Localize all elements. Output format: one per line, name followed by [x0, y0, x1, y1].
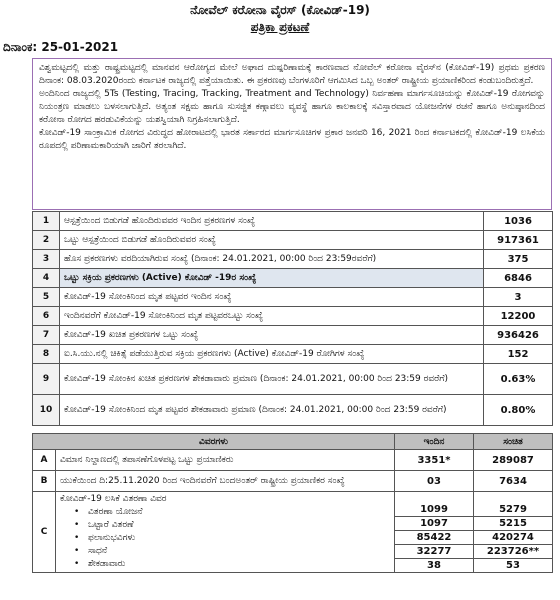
row-description: ಕೋವಿಡ್-19 ಸೋಂಕಿನ ಖಚಿತ ಪ್ರಕರಣಗಳ ಶೇಕಡಾವಾರು ಪ್ರಮಾಣ (ದಿನಾಂಕ: 24.01.2021, 00:00 ರಿಂದ 23:59 ರವರೆಗೆ) — [60, 364, 484, 395]
table-row — [33, 450, 553, 471]
vaccine-cumulative-value: 223726** — [474, 545, 552, 559]
row-value: 3 — [484, 288, 553, 307]
vaccine-cumulative-value: 420274 — [474, 531, 552, 545]
vaccine-details-cell — [56, 492, 395, 573]
row-description: ಇಂದಿನವರೆಗೆ ಕೋವಿಡ್-19 ಸೋಂಕಿನಿಂದ ಮೃತ ಪಟ್ಟವರಒಟ್ಟು ಸಂಖ್ಯೆ — [60, 307, 484, 326]
table-row — [33, 269, 553, 288]
vaccine-item-label: • ವಿತರಣಾ ಯೋಜನೆ — [60, 506, 390, 519]
header-details: ವಿವರಗಳು — [33, 434, 395, 450]
stats-table — [32, 211, 553, 426]
row-value: 936426 — [484, 326, 553, 345]
row-today-value: 03 — [395, 471, 474, 492]
row-number: 8 — [33, 345, 60, 364]
row-letter: A — [33, 450, 56, 471]
row-description: ಕೋವಿಡ್-19 ಸೋಂಕಿನಿಂದ ಮೃತ ಪಟ್ಟವರ ಶೇಕಡಾವಾರು ಪ್ರಮಾಣ (ದಿನಾಂಕ: 24.01.2021, 00:00 ರಿಂದ 23:59 ರವರೆಗೆ) — [60, 395, 484, 426]
vaccine-cumulative-value: 53 — [506, 560, 520, 571]
vaccine-today-value: 32277 — [395, 545, 473, 559]
subtitle-text: ಪತ್ರಿಕಾ ಪ್ರಕಟಣೆ — [250, 20, 310, 34]
row-letter: C — [33, 492, 56, 573]
table-row — [33, 364, 553, 395]
vaccine-item-label: • ಫಲಾನುಭವಿಗಳು — [60, 532, 390, 545]
row-number: 5 — [33, 288, 60, 307]
vaccine-today-column — [395, 492, 474, 573]
intro-box — [32, 58, 552, 210]
vaccine-cumulative-column — [474, 492, 553, 573]
vaccine-today-value: 38 — [427, 560, 441, 571]
row-letter: B — [33, 471, 56, 492]
row-number: 3 — [33, 250, 60, 269]
row-today-value: 3351* — [395, 450, 474, 471]
vaccine-item-label: • ಒಟ್ಟಾರೆ ವಿತರಣೆ — [60, 519, 390, 532]
table-row — [33, 471, 553, 492]
header-today: ಇಂದಿನ — [395, 434, 474, 450]
row-number: 4 — [33, 269, 60, 288]
table-row — [33, 307, 553, 326]
table-row — [33, 288, 553, 307]
row-description: ವಿಮಾನ ನಿಲ್ದಾಣದಲ್ಲಿ ತಪಾಸಣೆಗೊಳಪಟ್ಟ ಒಟ್ಟು ಪ್ರಯಾಣಿಕರು — [56, 450, 395, 471]
row-value: 375 — [484, 250, 553, 269]
vaccine-item-label: • ಸಾಧನೆ — [60, 545, 390, 558]
vaccine-item-label: • ಶೇಕಡಾವಾರು — [60, 558, 390, 571]
row-number: 2 — [33, 231, 60, 250]
table-row — [33, 395, 553, 426]
table-header-row — [33, 434, 553, 450]
row-description: ಒಟ್ಟು ಸಕ್ರಿಯ ಪ್ರಕರಣಗಳು (Active) ಕೋವಿಡ್ -19ರ ಸಂಖ್ಯೆ — [60, 269, 484, 288]
row-description: ಆಸ್ಪತ್ರೆಯಿಂದ ಬಿಡುಗಡೆ ಹೊಂದಿರುವವರ ಇಂದಿನ ಪ್ರಕರಣಗಳ ಸಂಖ್ಯೆ — [60, 212, 484, 231]
vaccine-today-value: 1097 — [395, 517, 473, 531]
travel-vaccine-table — [32, 433, 553, 573]
vaccine-cumulative-value: 5279 — [474, 503, 552, 517]
vaccine-today-value: 85422 — [395, 531, 473, 545]
vaccine-today-value: 1099 — [395, 503, 473, 517]
row-value: 6846 — [484, 269, 553, 288]
row-description: ಒಟ್ಟು ಆಸ್ಪತ್ರೆಯಿಂದ ಬಿಡುಗಡೆ ಹೊಂದಿರುವವರ ಸಂಖ್ಯೆ — [60, 231, 484, 250]
table-row — [33, 326, 553, 345]
table-row — [33, 212, 553, 231]
row-number: 10 — [33, 395, 60, 426]
row-number: 9 — [33, 364, 60, 395]
table-row — [33, 345, 553, 364]
document-title: ನೋವೆಲ್ ಕರೋನಾ ವೈರಸ್ (ಕೋವಿಡ್-19) — [190, 3, 370, 17]
row-cumulative-value: 7634 — [474, 471, 553, 492]
row-cumulative-value: 289087 — [474, 450, 553, 471]
table-row — [33, 250, 553, 269]
document-subtitle — [0, 20, 560, 35]
row-description: ಹೊಸ ಪ್ರಕರಣಗಳು ವರದಿಯಾಗಿರುವ ಸಂಖ್ಯೆ (ದಿನಾಂಕ: 24.01.2021, 00:00 ರಿಂದ 23:59ರವರೆಗೆ) — [60, 250, 484, 269]
intro-paragraph-1: ವಿಶ್ವಮಟ್ಟದಲ್ಲಿ ಮತ್ತು ರಾಷ್ಟ್ರಮಟ್ಟದಲ್ಲಿ ಮಾನವನ ಆರೋಗ್ಯದ ಮೇಲೆ ಅಘಾದ ದುಷ್ಪರಿಣಾಮಕ್ಕೆ ಕಾರಣವಾದ ನೋವೆಲ್ ಕರೋನಾ ವೈರಸ್‌ನ (ಕೋವಿಡ್-19) ಪ್ರಥಮ ಪ್ರಕರಣ ದಿನಾಂಕ: 08.03.2020ರಂದು ಕರ್ನಾಟಕ ರಾಜ್ಯದಲ್ಲಿ ಪತ್ತೆಯಾಯಿತು. ಈ ಪ್ರಕರಣವು ಬೆಂಗಳೂರಿಗೆ ಆಗಮಿಸಿದ ಒಬ್ಬ ಅಂತರ್ ರಾಷ್ಟ್ರೀಯ ಪ್ರಯಾಣಿಕರಿಂದ ಕಂಡುಬಂದಿರುತ್ತದೆ. — [39, 63, 545, 86]
row-description: ಕೋವಿಡ್-19 ಸೋಂಕಿನಿಂದ ಮೃತ ಪಟ್ಟವರ ಇಂದಿನ ಸಂಖ್ಯೆ — [60, 288, 484, 307]
row-number: 7 — [33, 326, 60, 345]
row-number: 6 — [33, 307, 60, 326]
intro-paragraph-3: ಕೋವಿಡ್-19 ಸಾಂಕ್ರಾಮಿಕ ರೋಗದ ವಿರುದ್ಧದ ಹೋರಾಟದಲ್ಲಿ ಭಾರತ ಸರ್ಕಾರದ ಮಾರ್ಗಸೂಚಿಗಳ ಪ್ರಕಾರ ಜನವರಿ 16, 2021 ರಿಂದ ಕರ್ನಾಟಕದಲ್ಲಿ ಕೋವಿಡ್-19 ಲಸಿಕೆಯ ರೂಪದಲ್ಲಿ ಪರಿಣಾಮಕಾರಿಯಾಗಿ ಜಾರಿಗೆ ತರಲಾಗಿದೆ. — [39, 128, 545, 151]
table-row — [33, 492, 553, 573]
document-date: ದಿನಾಂಕ: 25-01-2021 — [3, 40, 119, 54]
row-value: 0.63% — [484, 364, 553, 395]
header-cumulative: ಸಂಚಿತ — [474, 434, 553, 450]
row-value: 0.80% — [484, 395, 553, 426]
vaccine-cumulative-value: 5215 — [474, 517, 552, 531]
intro-paragraph-2: ಅಂದಿನಿಂದ ರಾಜ್ಯದಲ್ಲಿ 5Ts (Testing, Tracing, Tracking, Treatment and Technology) ನಿರ್ವಹಣಾ ಮಾರ್ಗಸೂಚಿಯನ್ನು ಕೋವಿಡ್-19 ರೋಗವನ್ನು ನಿಯಂತ್ರಣ ಮಾಡಲು ಬಳಸಲಾಗುತ್ತಿದೆ. ಅತ್ಯಂತ ಸಕ್ಷಮ ಹಾಗೂ ಸುಸಜ್ಜಿತ ಕಣ್ಗಾವಲು ವ್ಯವಸ್ಥೆ ಹಾಗೂ ಕಾಲಕಾಲಕ್ಕೆ ಸವಿಸ್ತಾರವಾದ ಯೋಜನೆಗಳ ರಚನೆ ಹಾಗೂ ಅನುಷ್ಠಾನದಿಂದ ಕರೋನಾ ರೋಗದ ಹರಡುವಿಕೆಯನ್ನು ಯಶಸ್ವಿಯಾಗಿ ನಿಗ್ರಹಿಸಲಾಗುತ್ತಿದೆ. — [39, 89, 545, 125]
row-description: ಕೋವಿಡ್-19 ಖಚಿತ ಪ್ರಕರಣಗಳ ಒಟ್ಟು ಸಂಖ್ಯೆ — [60, 326, 484, 345]
row-value: 152 — [484, 345, 553, 364]
row-value: 1036 — [484, 212, 553, 231]
vaccine-section-title: ಕೋವಿಡ್-19 ಲಸಿಕೆ ವಿತರಣಾ ವಿವರ — [60, 494, 167, 504]
row-value: 917361 — [484, 231, 553, 250]
row-description: ಐ.ಸಿ.ಯು.ನಲ್ಲಿ ಚಿಕಿತ್ಸೆ ಪಡೆಯುತ್ತಿರುವ ಸಕ್ರಿಯ ಪ್ರಕರಣಗಳು (Active) ಕೋವಿಡ್-19 ರೋಗಿಗಳ ಸಂಖ್ಯೆ — [60, 345, 484, 364]
row-value: 12200 — [484, 307, 553, 326]
row-description: ಯುಕೆಯಿಂದ ದಿ:25.11.2020 ರಿಂದ ಇಂದಿನವರೆಗೆ ಬಂದಅಂತರ್ ರಾಷ್ಟ್ರೀಯ ಪ್ರಯಾಣಿಕರ ಸಂಖ್ಯೆ — [56, 471, 395, 492]
table-row — [33, 231, 553, 250]
row-number: 1 — [33, 212, 60, 231]
